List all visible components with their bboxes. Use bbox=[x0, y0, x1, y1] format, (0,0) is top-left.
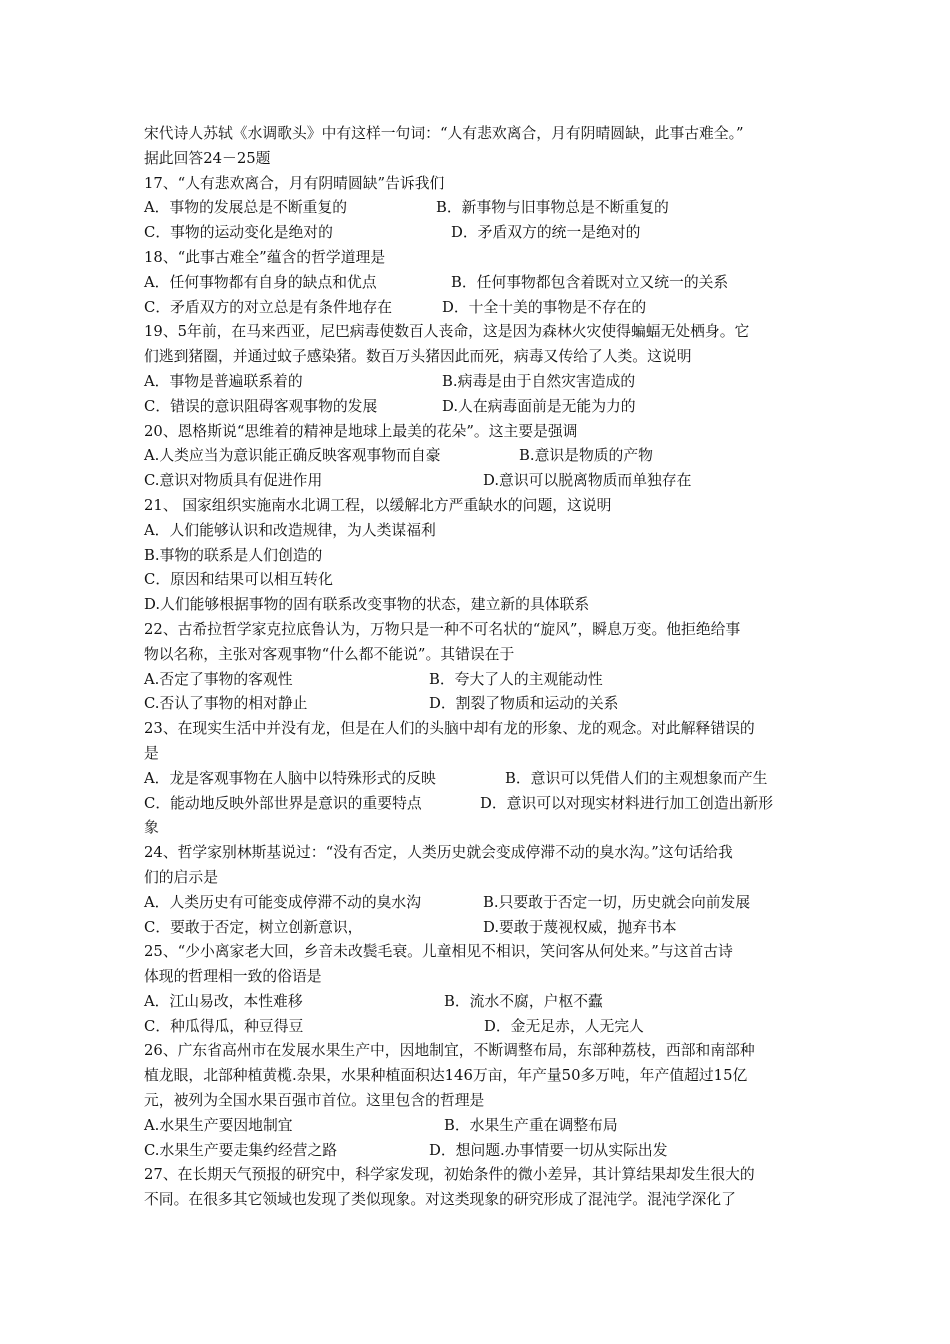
option-text: B．意识可以凭借人们的主观想象而产生 bbox=[505, 769, 768, 787]
text-line: 是 bbox=[144, 744, 159, 762]
option-text: D．矛盾双方的统一是绝对的 bbox=[451, 224, 641, 242]
option-text: C．种瓜得瓜，种豆得豆 bbox=[144, 1017, 304, 1035]
option-text: B．新事物与旧事物总是不断重复的 bbox=[436, 199, 669, 217]
option-row bbox=[144, 469, 814, 494]
option-text: C．错误的意识阻碍客观事物的发展 bbox=[144, 397, 378, 415]
text-line: 19、5年前，在马来西亚，尼巴病毒使数百人丧命，这是因为森林火灾使得蝙蝠无处栖身。它 bbox=[144, 323, 750, 341]
text-line: 们的启示是 bbox=[144, 868, 218, 886]
option-row bbox=[144, 668, 814, 693]
text-line: 23、在现实生活中并没有龙，但是在人们的头脑中却有龙的形象、龙的观念。对此解释错误的 bbox=[144, 720, 755, 738]
option-text: A．事物的发展总是不断重复的 bbox=[144, 199, 348, 217]
option-text: C．能动地反映外部世界是意识的重要特点 bbox=[144, 794, 422, 812]
option-text: A．龙是客观事物在人脑中以特殊形式的反映 bbox=[144, 769, 436, 787]
option-text: A.水果生产要因地制宜 bbox=[144, 1116, 293, 1134]
option-row bbox=[144, 692, 814, 717]
option-row bbox=[144, 395, 814, 420]
option-text: D．十全十美的事物是不存在的 bbox=[442, 298, 647, 316]
text-line: 不同。在很多其它领域也发现了类似现象。对这类现象的研究形成了混沌学。混沌学深化了 bbox=[144, 1191, 736, 1209]
text-line: 24、哲学家别林斯基说过：“没有否定，人类历史就会变成停滞不动的臭水沟。”这句话给我 bbox=[144, 844, 733, 862]
text-line: 宋代诗人苏轼《水调歌头》中有这样一句词：“人有悲欢离合，月有阴晴圆缺，此事古难全。” bbox=[144, 125, 744, 142]
option-text: C．要敢于否定，树立创新意识， bbox=[144, 918, 363, 936]
option-text: D．意识可以对现实材料进行加工创造出新形 bbox=[480, 794, 774, 812]
option-row bbox=[144, 444, 814, 469]
option-text: C．矛盾双方的对立总是有条件地存在 bbox=[144, 298, 393, 316]
option-text: C.意识对物质具有促进作用 bbox=[144, 472, 323, 490]
option-text: A.否定了事物的客观性 bbox=[144, 670, 293, 688]
option-row bbox=[144, 221, 814, 246]
text-line: 植龙眼，北部种植黄榄.杂果，水果种植面积达146万亩，年产量50多万吨，年产值超过15亿 bbox=[144, 1067, 748, 1085]
text-line: 21、 国家组织实施南水北调工程，以缓解北方严重缺水的问题，这说明 bbox=[144, 496, 612, 514]
text-line: 22、古希拉哲学家克拉底鲁认为，万物只是一种不可名状的“旋风”，瞬息万变。他拒绝给事 bbox=[144, 620, 741, 638]
text-line: 据此回答24－25题 bbox=[144, 149, 271, 167]
text-line: 20、恩格斯说“思维着的精神是地球上最美的花朵”。这主要是强调 bbox=[144, 422, 578, 440]
option-text: B．水果生产重在调整布局 bbox=[444, 1116, 618, 1134]
option-text: B．夸大了人的主观能动性 bbox=[429, 670, 603, 688]
option-text: D.要敢于蔑视权威，抛弃书本 bbox=[483, 918, 677, 936]
text-line: 18、“此事古难全”蕴含的哲学道理是 bbox=[144, 248, 386, 266]
option-text: D．割裂了物质和运动的关系 bbox=[429, 695, 619, 713]
text-line: A．人们能够认识和改造规律，为人类谋福利 bbox=[144, 521, 436, 539]
text-line: 物以名称，主张对客观事物“什么都不能说”。其错误在于 bbox=[144, 645, 515, 663]
document-body bbox=[144, 122, 814, 1213]
option-text: D.意识可以脱离物质而单独存在 bbox=[483, 472, 692, 490]
option-text: A．江山易改，本性难移 bbox=[144, 992, 303, 1010]
text-line: 17、“人有悲欢离合，月有阴晴圆缺”告诉我们 bbox=[144, 174, 445, 192]
option-text: C.否认了事物的相对静止 bbox=[144, 695, 308, 713]
option-text: D.人在病毒面前是无能为力的 bbox=[442, 397, 636, 415]
option-row bbox=[144, 891, 814, 916]
text-line: 25、“少小离家老大回，乡音未改鬓毛衰。儿童相见不相识，笑问客从何处来。”与这首古诗 bbox=[144, 943, 733, 961]
option-row bbox=[144, 990, 814, 1015]
option-text: B．流水不腐，户枢不蠹 bbox=[444, 992, 603, 1010]
option-text: B.病毒是由于自然灾害造成的 bbox=[442, 372, 636, 390]
option-text: C．事物的运动变化是绝对的 bbox=[144, 224, 333, 242]
text-line: 体现的哲理相一致的俗语是 bbox=[144, 968, 322, 986]
option-row bbox=[144, 1114, 814, 1139]
option-row bbox=[144, 370, 814, 395]
text-line: 元，被列为全国水果百强市首位。这里包含的哲理是 bbox=[144, 1092, 485, 1110]
option-text: A．任何事物都有自身的缺点和优点 bbox=[144, 273, 377, 291]
option-text: B．任何事物都包含着既对立又统一的关系 bbox=[451, 273, 729, 291]
option-text: A．事物是普遍联系着的 bbox=[144, 372, 303, 390]
text-line: 27、在长期天气预报的研究中，科学家发现，初始条件的微小差异，其计算结果却发生很大的 bbox=[144, 1166, 755, 1184]
text-line: 们逃到猪圈，并通过蚊子感染猪。数百万头猪因此而死，病毒又传给了人类。这说明 bbox=[144, 348, 692, 366]
text-line: 象 bbox=[144, 819, 159, 837]
text-line: D.人们能够根据事物的固有联系改变事物的状态，建立新的具体联系 bbox=[144, 596, 590, 614]
text-line: B.事物的联系是人们创造的 bbox=[144, 546, 323, 564]
option-row bbox=[144, 296, 814, 321]
option-row bbox=[144, 271, 814, 296]
option-row bbox=[144, 196, 814, 221]
option-row bbox=[144, 767, 814, 792]
text-line: C．原因和结果可以相互转化 bbox=[144, 571, 333, 589]
option-text: D．金无足赤，人无完人 bbox=[484, 1017, 644, 1035]
option-text: D．想问题.办事情要一切从实际出发 bbox=[429, 1141, 668, 1159]
option-text: B.只要敢于否定一切，历史就会向前发展 bbox=[483, 893, 751, 911]
option-row bbox=[144, 1015, 814, 1040]
text-line: 26、广东省高州市在发展水果生产中，因地制宜，不断调整布局，东部种荔枝，西部和南部种 bbox=[144, 1042, 755, 1060]
option-text: A.人类应当为意识能正确反映客观事物而自豪 bbox=[144, 447, 441, 465]
option-row bbox=[144, 1139, 814, 1164]
option-text: B.意识是物质的产物 bbox=[519, 447, 653, 465]
option-row bbox=[144, 792, 814, 817]
option-row bbox=[144, 916, 814, 941]
option-text: A．人类历史有可能变成停滞不动的臭水沟 bbox=[144, 893, 422, 911]
option-text: C.水果生产要走集约经营之路 bbox=[144, 1141, 338, 1159]
